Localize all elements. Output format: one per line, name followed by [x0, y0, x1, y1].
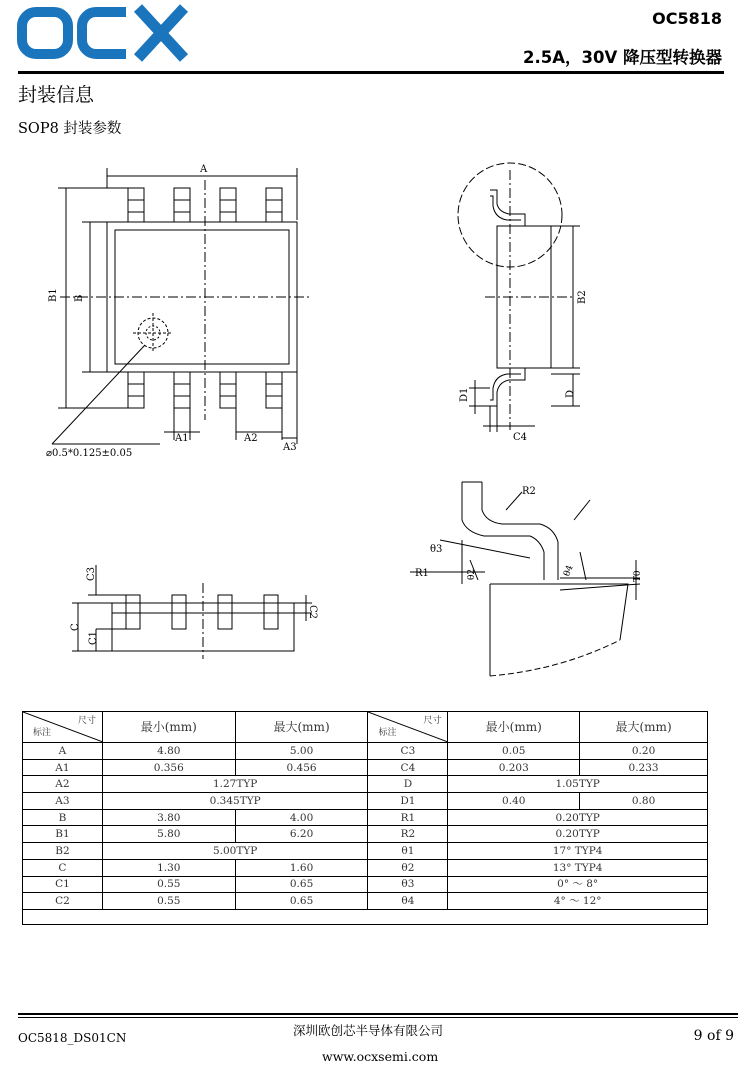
- diag-header-cell: [23, 712, 103, 743]
- dim-label-B2: B2: [577, 290, 588, 304]
- dim-label-A2: A2: [244, 433, 258, 444]
- table-row: [23, 859, 708, 876]
- cell-min: 1.30: [102, 859, 235, 876]
- table-row: [23, 893, 708, 910]
- document-title: 2.5A，30V 降压型转换器: [523, 48, 722, 67]
- cell-label: C3: [368, 743, 448, 760]
- lead-detail-drawing: [410, 480, 650, 685]
- cell-typ: 5.00TYP: [102, 843, 368, 860]
- dim-label-theta1: Tθ: [633, 570, 643, 582]
- footer-company: 深圳欧创芯半导体有限公司: [293, 1023, 444, 1038]
- cell-label: B1: [23, 826, 103, 843]
- cell-label: R1: [368, 809, 448, 826]
- footer-website: www.ocxsemi.com: [322, 1049, 439, 1064]
- cell-label: A1: [23, 759, 103, 776]
- dim-label-theta2: θ2: [467, 568, 477, 580]
- cell-max: 1.60: [235, 859, 368, 876]
- cell-label: θ2: [368, 859, 448, 876]
- cell-label: C2: [23, 893, 103, 910]
- cell-typ: 1.05TYP: [448, 776, 708, 793]
- dim-label-B: B: [74, 294, 85, 302]
- cell-label: D1: [368, 793, 448, 810]
- table-row: [23, 876, 708, 893]
- package-top-view-drawing: [40, 160, 330, 460]
- cell-max: 0.20: [580, 743, 708, 760]
- col-header-min: 最小(mm): [102, 712, 235, 743]
- cell-max: 0.65: [235, 876, 368, 893]
- package-side-view-drawing: [455, 160, 595, 450]
- hole-note: ⌀0.5*0.125±0.05: [46, 448, 133, 459]
- cell-label: C: [23, 859, 103, 876]
- diag-header-cell: [368, 712, 448, 743]
- diag-top-label: 尺寸: [77, 716, 96, 726]
- header-divider: [18, 71, 724, 74]
- cell-max: 6.20: [235, 826, 368, 843]
- table-blank-row: [23, 909, 708, 924]
- cell-label: C4: [368, 759, 448, 776]
- dim-label-A3: A3: [283, 442, 297, 453]
- cell-max: 4.00: [235, 809, 368, 826]
- table-row: [23, 809, 708, 826]
- package-front-view-drawing: [70, 555, 340, 660]
- dim-label-theta4: θ4: [562, 564, 576, 578]
- cell-label: θ3: [368, 876, 448, 893]
- cell-min: 4.80: [102, 743, 235, 760]
- cell-typ: 0.20TYP: [448, 809, 708, 826]
- table-row: [23, 743, 708, 760]
- cell-typ: 13° TYP4: [448, 859, 708, 876]
- cell-label: θ1: [368, 843, 448, 860]
- dim-label-C2: C2: [307, 605, 318, 620]
- cell-label: A2: [23, 776, 103, 793]
- cell-min: 0.203: [448, 759, 580, 776]
- diag-bottom-label: 标注: [33, 728, 52, 738]
- cell-min: 3.80: [102, 809, 235, 826]
- company-logo: [14, 4, 192, 66]
- dim-label-C4: C4: [513, 432, 528, 443]
- footer-divider-thin: [18, 1017, 738, 1018]
- ocx-logo-mark: [14, 4, 192, 62]
- cell-label: A3: [23, 793, 103, 810]
- dim-label-D: D: [565, 389, 576, 398]
- cell-min: 0.40: [448, 793, 580, 810]
- part-number: OC5818: [652, 9, 722, 28]
- dim-label-R1: R1: [415, 568, 429, 579]
- cell-label: R2: [368, 826, 448, 843]
- table-row: [23, 826, 708, 843]
- cell-typ: 0.20TYP: [448, 826, 708, 843]
- cell-typ: 0.345TYP: [102, 793, 368, 810]
- cell-typ: 4° ～ 12°: [448, 893, 708, 910]
- dim-label-C3: C3: [86, 566, 97, 581]
- col-header-min: 最小(mm): [448, 712, 580, 743]
- section-title: 封装信息: [18, 84, 95, 106]
- table-row: [23, 759, 708, 776]
- cell-max: 0.456: [235, 759, 368, 776]
- cell-min: 5.80: [102, 826, 235, 843]
- dim-label-A1: A1: [175, 433, 189, 444]
- cell-max: 0.65: [235, 893, 368, 910]
- cell-min: 0.55: [102, 893, 235, 910]
- dim-label-B1: B1: [48, 288, 59, 302]
- cell-min: 0.55: [102, 876, 235, 893]
- cell-max: 0.233: [580, 759, 708, 776]
- cell-typ: 17° TYP4: [448, 843, 708, 860]
- cell-label: C1: [23, 876, 103, 893]
- cell-label: B2: [23, 843, 103, 860]
- cell-min: 0.356: [102, 759, 235, 776]
- dim-label-C: C: [70, 623, 81, 631]
- cell-typ: 1.27TYP: [102, 776, 368, 793]
- section-subtitle: SOP8 封装参数: [18, 121, 122, 137]
- diag-top-label: 尺寸: [423, 716, 442, 726]
- cell-label: θ4: [368, 893, 448, 910]
- col-header-max: 最大(mm): [235, 712, 368, 743]
- cell-max: 0.80: [580, 793, 708, 810]
- table-row: [23, 776, 708, 793]
- footer-page-number: 9 of 9: [693, 1028, 734, 1044]
- cell-max: 5.00: [235, 743, 368, 760]
- dim-label-R2: R2: [522, 486, 536, 497]
- cell-label: A: [23, 743, 103, 760]
- cell-label: D: [368, 776, 448, 793]
- cell-min: 0.05: [448, 743, 580, 760]
- footer-divider: [18, 1013, 738, 1015]
- col-header-max: 最大(mm): [580, 712, 708, 743]
- cell-typ: 0° ～ 8°: [448, 876, 708, 893]
- table-header-row: [23, 712, 708, 743]
- dim-label-D1: D1: [459, 387, 470, 402]
- table-row: [23, 843, 708, 860]
- table-row: [23, 793, 708, 810]
- dim-label-theta3: θ3: [430, 544, 443, 555]
- dim-label-A: A: [200, 164, 208, 175]
- dimension-table: [22, 711, 708, 925]
- dim-label-C1: C1: [88, 630, 99, 645]
- cell-label: B: [23, 809, 103, 826]
- diag-bottom-label: 标注: [378, 728, 397, 738]
- blank-cell: [23, 909, 708, 924]
- footer-doc-id: OC5818_DS01CN: [18, 1031, 127, 1045]
